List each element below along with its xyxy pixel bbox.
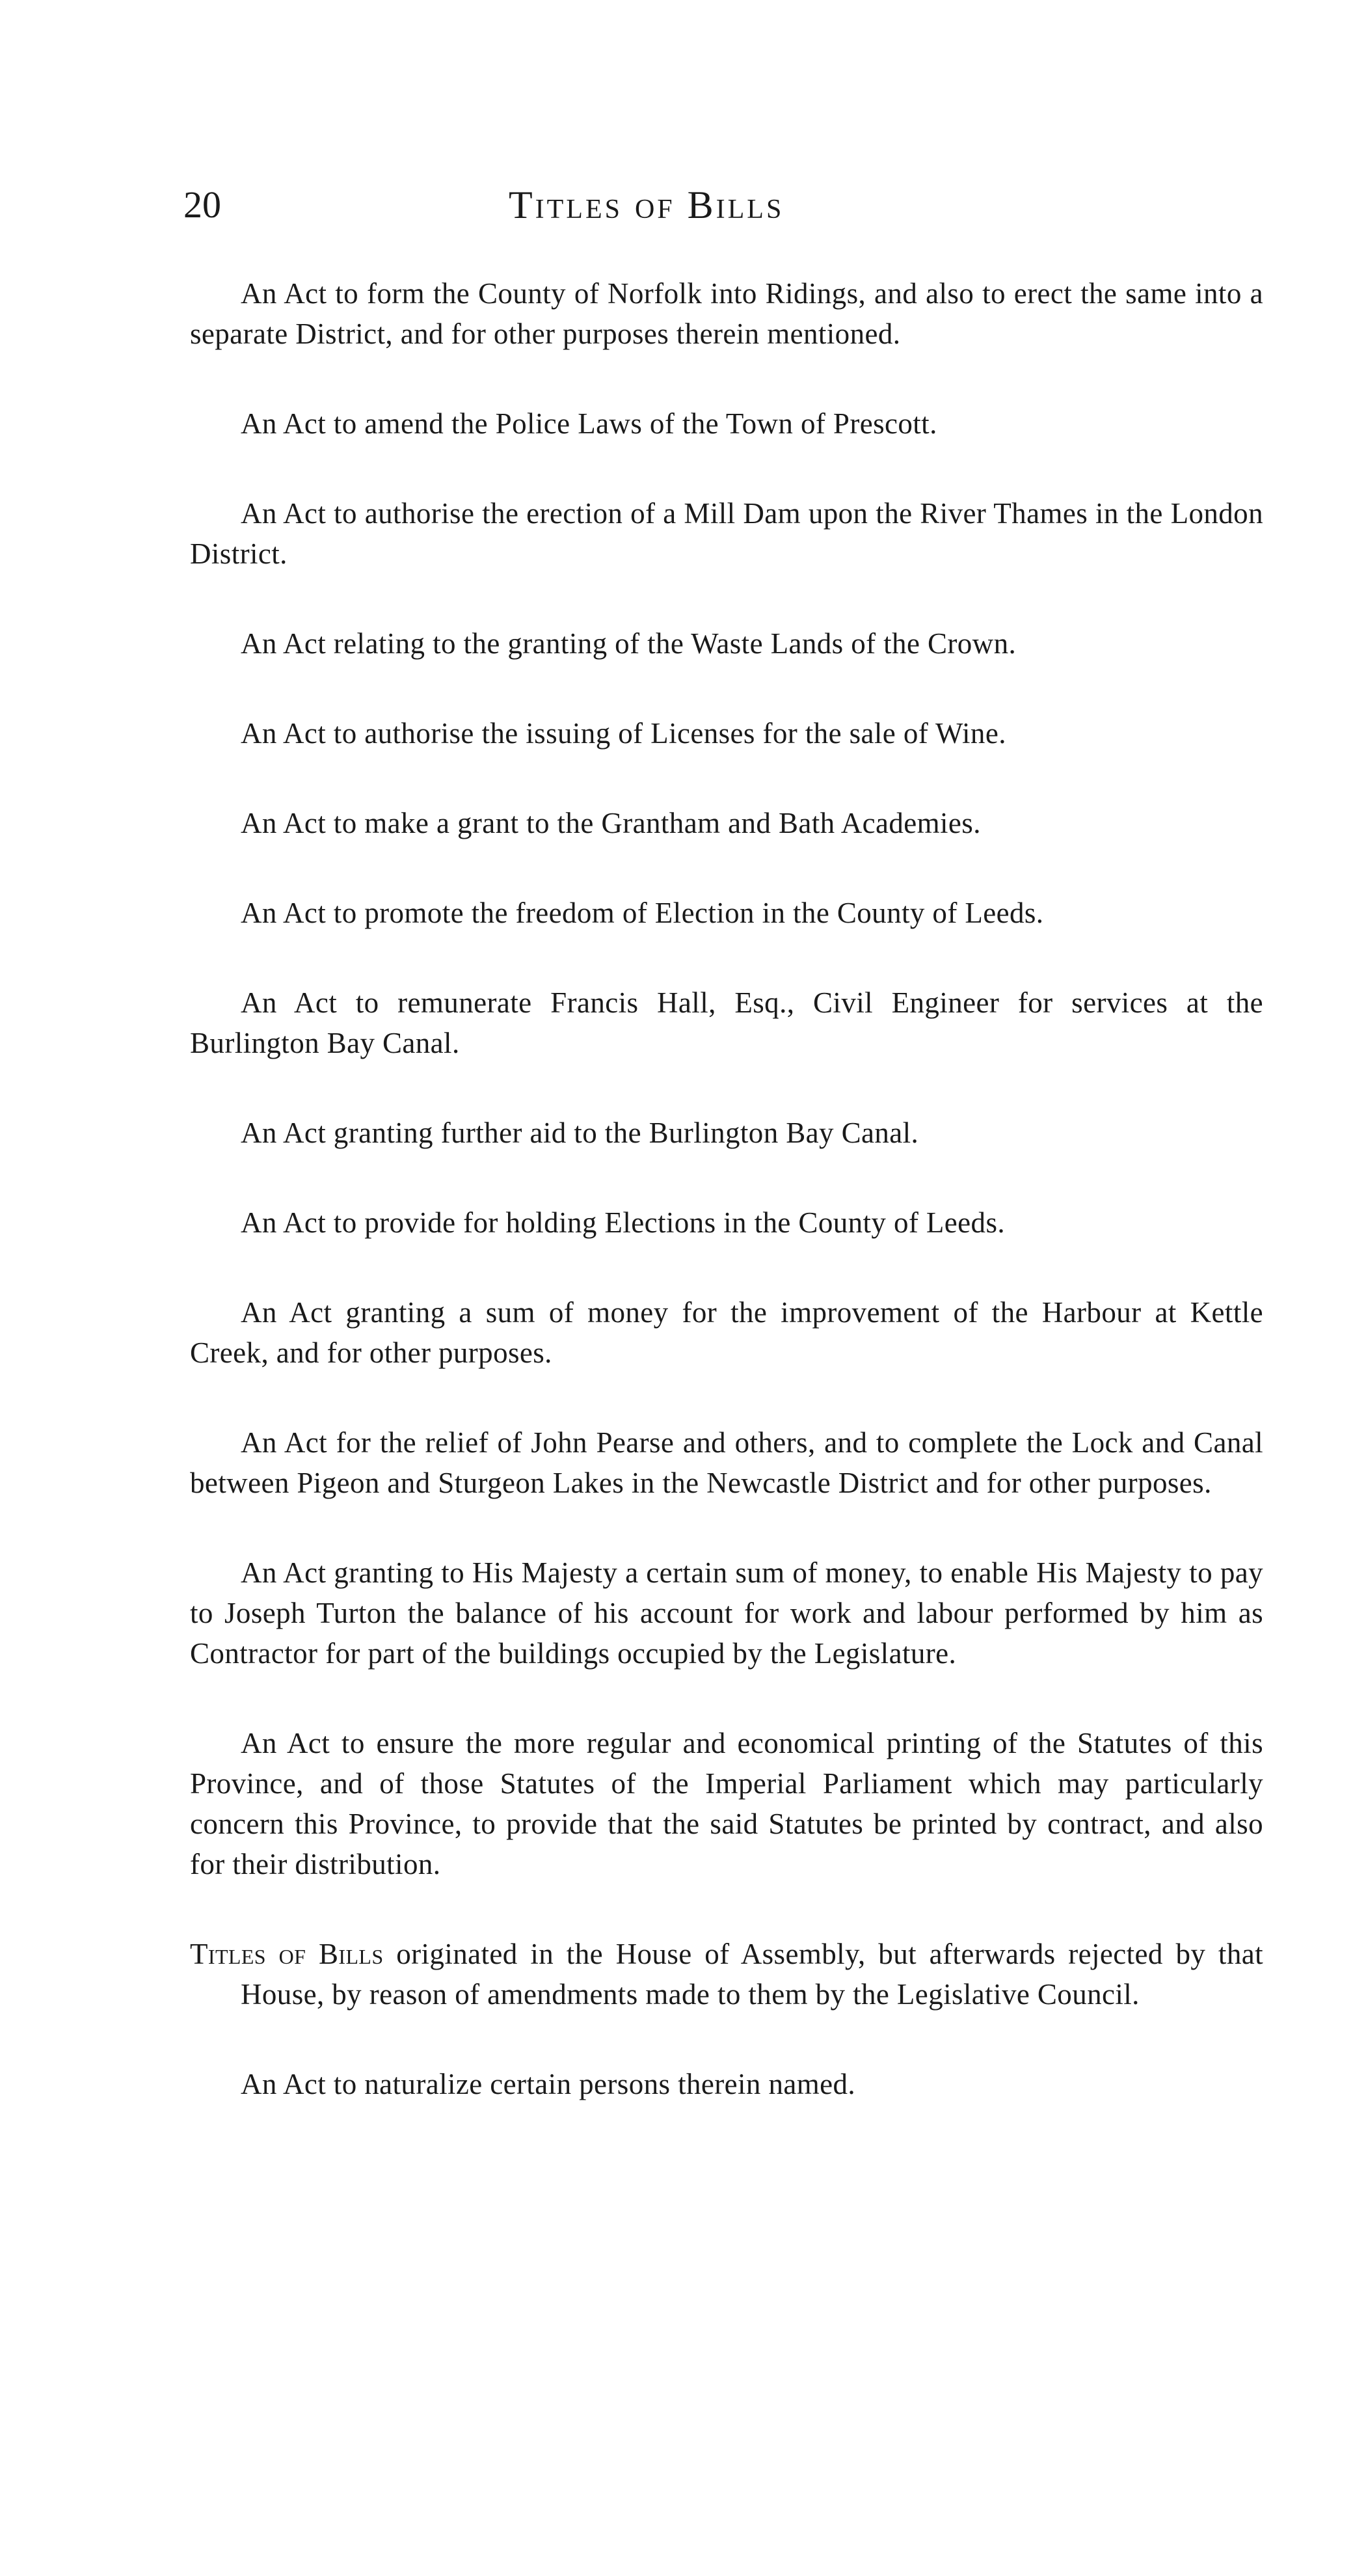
page-header [183, 176, 1257, 234]
bill-title-entry: An Act to make a grant to the Grantham and Bath Academies. [241, 807, 981, 839]
bill-title-entry: An Act granting further aid to the Burlington Bay Canal. [241, 1117, 919, 1149]
bill-title-entry: An Act granting a sum of money for the improvement of the Harbour at Kettle Creek, and for other purposes. [190, 1296, 1263, 1369]
bill-title-entry: An Act relating to the granting of the Waste Lands of the Crown. [241, 627, 1017, 660]
bill-title-entry: An Act to remunerate Francis Hall, Esq., Civil Engineer for services at the Burlington Bay Canal. [190, 986, 1263, 1059]
running-title: Titles of Bills [509, 183, 784, 226]
section-heading-lead: Titles of Bills [190, 1938, 384, 1970]
bill-titles-list [190, 273, 1263, 2154]
section-heading [190, 1934, 1263, 2014]
bill-title-entry-final: An Act to naturalize certain persons therein named. [241, 2068, 856, 2100]
bill-title-entry: An Act to form the County of Norfolk into Ridings, and also to erect the same into a separate District, and for other purposes therein mentioned. [190, 277, 1263, 350]
section-heading-text: originated in the House of Assembly, but afterwards rejected by that House, by reason of amendments made to them by the Legislative Council. [241, 1938, 1263, 2011]
bill-title-entry: An Act for the relief of John Pearse and others, and to complete the Lock and Canal between Pigeon and Sturgeon Lakes in the Newcastle District and for other purposes. [190, 1426, 1263, 1499]
bill-title-entry: An Act to authorise the issuing of Licenses for the sale of Wine. [241, 717, 1006, 750]
bill-title-entry: An Act to authorise the erection of a Mill Dam upon the River Thames in the London District. [190, 497, 1263, 570]
bill-title-entry: An Act to promote the freedom of Election in the County of Leeds. [241, 897, 1044, 929]
bill-title-entry: An Act to amend the Police Laws of the Town of Prescott. [241, 407, 937, 440]
bill-title-entry: An Act to provide for holding Elections in the County of Leeds. [241, 1206, 1006, 1239]
page-number: 20 [183, 183, 221, 226]
bill-title-entry: An Act to ensure the more regular and economical printing of the Statutes of this Province, and of those Statutes of the Imperial Parliament which may particularly concern this Province, to provide that the said Statutes be printed by contract, and also for their distribution. [190, 1727, 1263, 1880]
bill-title-entry: An Act granting to His Majesty a certain sum of money, to enable His Majesty to pay to Joseph Turton the balance of his account for work and labour performed by him as Contractor for part of the buildings occupied by the Legislature. [190, 1556, 1263, 1670]
